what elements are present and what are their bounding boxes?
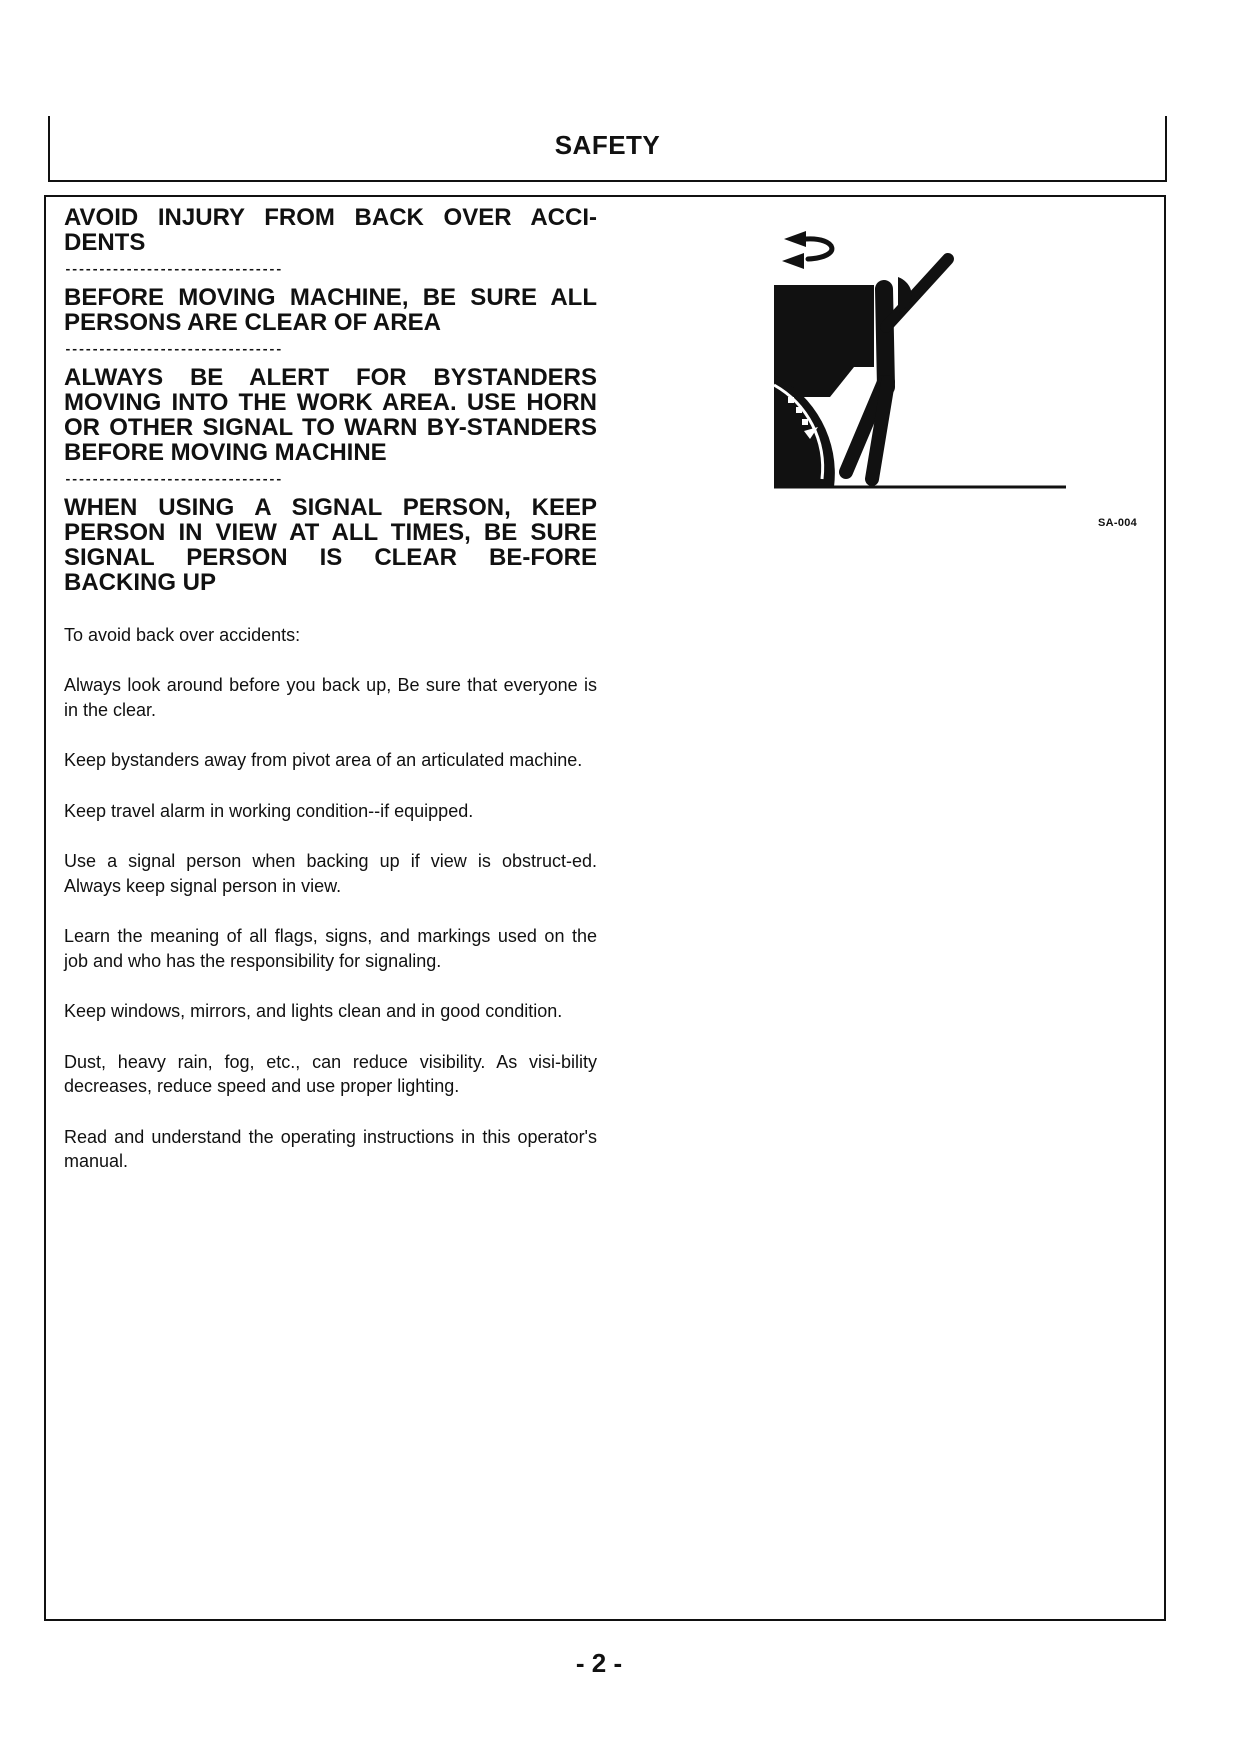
instruction-paragraph: Read and understand the operating instructions in this operator's manual. xyxy=(64,1126,597,1171)
instruction-paragraph: Keep travel alarm in working condition--if equipped. xyxy=(64,800,474,821)
warning-heading-4: WHEN USING A SIGNAL PERSON, KEEP PERSON IN VIEW AT ALL TIMES, BE SURE SIGNAL PERSON IS CLEAR BE-FORE BACKING UP xyxy=(64,494,597,596)
instruction-paragraph: Dust, heavy rain, fog, etc., can reduce visibility. As visi-bility decreases, reduce speed and use proper lighting. xyxy=(64,1051,597,1096)
instruction-paragraph: Keep windows, mirrors, and lights clean and in good condition. xyxy=(64,1001,563,1021)
safety-text-column xyxy=(64,205,597,1174)
warning-heading-3: ALWAYS BE ALERT FOR BYSTANDERS MOVING INTO THE WORK AREA. USE HORN OR OTHER SIGNAL TO WARN BY-STANDERS BEFORE MOVING MACHINE xyxy=(64,364,597,466)
section-header xyxy=(48,116,1167,182)
warning-heading-2: BEFORE MOVING MACHINE, BE SURE ALL PERSONS ARE CLEAR OF AREA xyxy=(64,284,597,336)
instruction-paragraph: Always look around before you back up, Be sure that everyone is in the clear. xyxy=(64,675,597,720)
figure-code: SA-004 xyxy=(1098,517,1138,529)
warning-heading-1: AVOID INJURY FROM BACK OVER ACCI-DENTS xyxy=(64,204,597,256)
instruction-paragraph: Use a signal person when backing up if view is obstruct-ed. Always keep signal person in view. xyxy=(64,851,597,896)
separator: -------------------------------- xyxy=(64,343,282,357)
safety-panel xyxy=(44,195,1166,1621)
separator: -------------------------------- xyxy=(64,263,282,277)
page-number: - 2 - xyxy=(575,1648,623,1678)
instruction-paragraph: Learn the meaning of all flags, signs, and markings used on the job and who has the responsibility for signaling. xyxy=(64,926,597,971)
page-title: SAFETY xyxy=(554,130,661,160)
back-over-hazard-icon xyxy=(726,217,1116,527)
separator: -------------------------------- xyxy=(64,473,282,487)
instruction-paragraph: Keep bystanders away from pivot area of an articulated machine. xyxy=(64,750,583,770)
intro-text: To avoid back over accidents: xyxy=(64,625,301,645)
